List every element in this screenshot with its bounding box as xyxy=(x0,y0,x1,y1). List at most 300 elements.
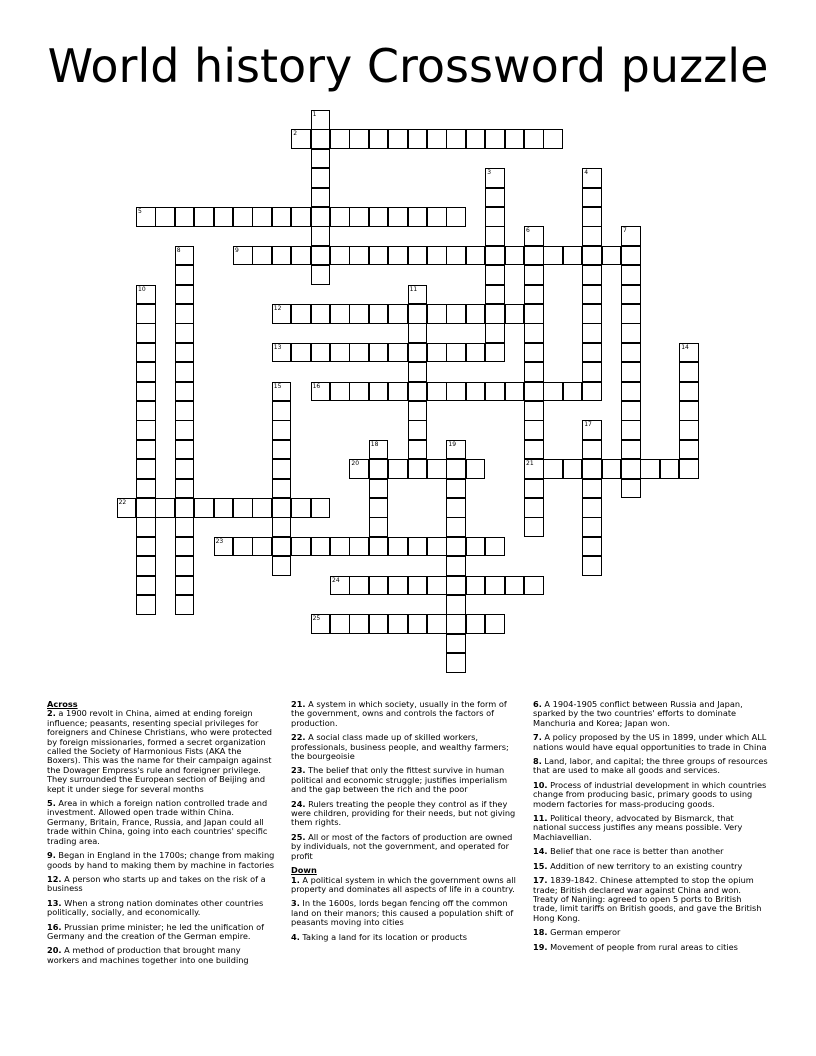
grid-cell[interactable] xyxy=(349,459,369,479)
grid-cell[interactable] xyxy=(388,382,408,402)
grid-cell[interactable] xyxy=(485,207,505,227)
grid-cell[interactable] xyxy=(369,440,389,460)
grid-cell[interactable] xyxy=(524,304,544,324)
grid-cell[interactable] xyxy=(175,246,195,266)
grid-cell[interactable] xyxy=(330,576,350,596)
grid-cell[interactable] xyxy=(252,207,272,227)
grid-cell[interactable] xyxy=(408,362,428,382)
grid-cell[interactable] xyxy=(330,246,350,266)
grid-cell[interactable] xyxy=(175,595,195,615)
grid-cell[interactable] xyxy=(408,401,428,421)
clue-text: A political system in which the government owns all property and dominates all aspects of life in a country. xyxy=(291,874,516,894)
grid-cell[interactable] xyxy=(291,343,311,363)
grid-cell[interactable] xyxy=(582,479,602,499)
grid-cell[interactable] xyxy=(349,129,369,149)
grid-cell[interactable] xyxy=(582,285,602,305)
grid-cell[interactable] xyxy=(136,459,156,479)
grid-cell[interactable] xyxy=(369,304,389,324)
clue-number-label: 24. xyxy=(291,798,306,809)
grid-cell[interactable] xyxy=(369,498,389,518)
grid-cell[interactable] xyxy=(272,498,292,518)
grid-cell[interactable] xyxy=(349,537,369,557)
grid-cell[interactable] xyxy=(311,149,331,169)
grid-cell[interactable] xyxy=(272,459,292,479)
grid-cell[interactable] xyxy=(136,343,156,363)
grid-cell[interactable] xyxy=(466,343,486,363)
grid-cell[interactable] xyxy=(349,576,369,596)
grid-cell[interactable] xyxy=(311,207,331,227)
grid-cell[interactable] xyxy=(330,129,350,149)
grid-cell[interactable] xyxy=(369,517,389,537)
grid-cell[interactable] xyxy=(175,479,195,499)
grid-cell[interactable] xyxy=(136,207,156,227)
grid-cell[interactable] xyxy=(388,537,408,557)
grid-cell[interactable] xyxy=(214,207,234,227)
grid-cell[interactable] xyxy=(582,537,602,557)
grid-cell[interactable] xyxy=(330,207,350,227)
grid-cell[interactable] xyxy=(679,343,699,363)
grid-cell[interactable] xyxy=(485,285,505,305)
grid-cell[interactable] xyxy=(621,343,641,363)
grid-cell[interactable] xyxy=(369,129,389,149)
grid-cell[interactable] xyxy=(136,323,156,343)
grid-cell[interactable] xyxy=(427,343,447,363)
grid-cell[interactable] xyxy=(388,129,408,149)
grid-cell[interactable] xyxy=(427,207,447,227)
grid-cell[interactable] xyxy=(582,246,602,266)
grid-cell[interactable] xyxy=(602,459,622,479)
grid-cell[interactable] xyxy=(582,304,602,324)
grid-cell[interactable] xyxy=(446,537,466,557)
clue-number: 7 xyxy=(623,227,627,235)
clue-column-3 xyxy=(533,700,768,957)
grid-cell[interactable] xyxy=(408,459,428,479)
grid-cell[interactable] xyxy=(369,459,389,479)
grid-cell[interactable] xyxy=(524,323,544,343)
grid-cell[interactable] xyxy=(369,537,389,557)
grid-cell[interactable] xyxy=(349,304,369,324)
grid-cell[interactable] xyxy=(679,440,699,460)
grid-cell[interactable] xyxy=(136,362,156,382)
clue-number: 6 xyxy=(526,227,530,235)
grid-cell[interactable] xyxy=(272,517,292,537)
grid-cell[interactable] xyxy=(408,343,428,363)
grid-cell[interactable] xyxy=(291,537,311,557)
grid-cell[interactable] xyxy=(272,479,292,499)
grid-cell[interactable] xyxy=(330,614,350,634)
grid-cell[interactable] xyxy=(466,304,486,324)
grid-cell[interactable] xyxy=(311,226,331,246)
grid-cell[interactable] xyxy=(524,129,544,149)
grid-cell[interactable] xyxy=(446,614,466,634)
grid-cell[interactable] xyxy=(349,382,369,402)
grid-cell[interactable] xyxy=(175,459,195,479)
grid-cell[interactable] xyxy=(272,556,292,576)
grid-cell[interactable] xyxy=(291,498,311,518)
grid-cell[interactable] xyxy=(485,537,505,557)
grid-cell[interactable] xyxy=(136,440,156,460)
grid-cell[interactable] xyxy=(582,517,602,537)
grid-cell[interactable] xyxy=(466,382,486,402)
grid-cell[interactable] xyxy=(175,382,195,402)
grid-cell[interactable] xyxy=(621,382,641,402)
grid-cell[interactable] xyxy=(582,343,602,363)
grid-cell[interactable] xyxy=(311,614,331,634)
grid-cell[interactable] xyxy=(485,614,505,634)
grid-cell[interactable] xyxy=(175,362,195,382)
grid-cell[interactable] xyxy=(485,226,505,246)
grid-cell[interactable] xyxy=(136,595,156,615)
grid-cell[interactable] xyxy=(349,614,369,634)
grid-cell[interactable] xyxy=(563,246,583,266)
clue-number: 25 xyxy=(312,615,321,623)
grid-cell[interactable] xyxy=(446,382,466,402)
grid-cell[interactable] xyxy=(446,207,466,227)
grid-cell[interactable] xyxy=(311,382,331,402)
grid-cell[interactable] xyxy=(175,556,195,576)
grid-cell[interactable] xyxy=(272,246,292,266)
grid-cell[interactable] xyxy=(252,246,272,266)
grid-cell[interactable] xyxy=(582,188,602,208)
grid-cell[interactable] xyxy=(485,382,505,402)
grid-cell[interactable] xyxy=(136,382,156,402)
grid-cell[interactable] xyxy=(408,304,428,324)
grid-cell[interactable] xyxy=(388,614,408,634)
grid-cell[interactable] xyxy=(621,479,641,499)
grid-cell[interactable] xyxy=(408,614,428,634)
grid-cell[interactable] xyxy=(466,246,486,266)
grid-cell[interactable] xyxy=(291,129,311,149)
grid-cell[interactable] xyxy=(543,246,563,266)
clue-number: 5 xyxy=(138,208,142,215)
grid-cell[interactable] xyxy=(543,129,563,149)
grid-cell[interactable] xyxy=(524,576,544,596)
grid-cell[interactable] xyxy=(485,168,505,188)
grid-cell[interactable] xyxy=(621,420,641,440)
grid-cell[interactable] xyxy=(582,440,602,460)
grid-cell[interactable] xyxy=(136,537,156,557)
grid-cell[interactable] xyxy=(466,129,486,149)
grid-cell[interactable] xyxy=(466,537,486,557)
grid-cell[interactable] xyxy=(408,420,428,440)
grid-cell[interactable] xyxy=(466,576,486,596)
grid-cell[interactable] xyxy=(427,614,447,634)
grid-cell[interactable] xyxy=(369,343,389,363)
clue-15 xyxy=(533,862,768,871)
clue-text: Political theory, advocated by Bismarck, that national success justifies any means possible. Very Machiavellian. xyxy=(533,813,743,842)
grid-cell[interactable] xyxy=(388,343,408,363)
grid-cell[interactable] xyxy=(582,459,602,479)
grid-cell[interactable] xyxy=(679,459,699,479)
grid-cell[interactable] xyxy=(175,401,195,421)
grid-cell[interactable] xyxy=(446,304,466,324)
grid-cell[interactable] xyxy=(602,246,622,266)
clue-text: A method of production that brought many workers and machines together into one building xyxy=(47,945,249,965)
grid-cell[interactable] xyxy=(524,401,544,421)
grid-cell[interactable] xyxy=(369,479,389,499)
grid-cell[interactable] xyxy=(369,246,389,266)
grid-cell[interactable] xyxy=(272,382,292,402)
grid-cell[interactable] xyxy=(466,459,486,479)
grid-cell[interactable] xyxy=(679,401,699,421)
grid-cell[interactable] xyxy=(408,246,428,266)
grid-cell[interactable] xyxy=(446,343,466,363)
grid-cell[interactable] xyxy=(136,401,156,421)
grid-cell[interactable] xyxy=(175,517,195,537)
grid-cell[interactable] xyxy=(427,382,447,402)
grid-cell[interactable] xyxy=(136,576,156,596)
grid-cell[interactable] xyxy=(408,129,428,149)
grid-cell[interactable] xyxy=(505,246,525,266)
grid-cell[interactable] xyxy=(408,440,428,460)
grid-cell[interactable] xyxy=(543,459,563,479)
grid-cell[interactable] xyxy=(446,556,466,576)
grid-cell[interactable] xyxy=(543,382,563,402)
grid-cell[interactable] xyxy=(272,420,292,440)
grid-cell[interactable] xyxy=(311,498,331,518)
grid-cell[interactable] xyxy=(621,246,641,266)
clue-text: Belief that one race is better than another xyxy=(547,846,724,857)
grid-cell[interactable] xyxy=(505,304,525,324)
clue-16 xyxy=(47,923,275,942)
grid-cell[interactable] xyxy=(505,129,525,149)
grid-cell[interactable] xyxy=(330,343,350,363)
grid-cell[interactable] xyxy=(582,382,602,402)
grid-cell[interactable] xyxy=(408,323,428,343)
grid-cell[interactable] xyxy=(524,246,544,266)
grid-cell[interactable] xyxy=(485,576,505,596)
clue-14 xyxy=(533,847,768,856)
grid-cell[interactable] xyxy=(446,634,466,654)
grid-cell[interactable] xyxy=(233,207,253,227)
grid-cell[interactable] xyxy=(446,440,466,460)
grid-cell[interactable] xyxy=(621,440,641,460)
grid-cell[interactable] xyxy=(524,362,544,382)
grid-cell[interactable] xyxy=(485,129,505,149)
grid-cell[interactable] xyxy=(175,285,195,305)
grid-cell[interactable] xyxy=(446,459,466,479)
grid-cell[interactable] xyxy=(311,129,331,149)
grid-cell[interactable] xyxy=(446,129,466,149)
grid-cell[interactable] xyxy=(136,498,156,518)
grid-cell[interactable] xyxy=(485,265,505,285)
grid-cell[interactable] xyxy=(369,614,389,634)
grid-cell[interactable] xyxy=(311,110,331,130)
grid-cell[interactable] xyxy=(388,459,408,479)
grid-cell[interactable] xyxy=(485,323,505,343)
grid-cell[interactable] xyxy=(408,537,428,557)
grid-cell[interactable] xyxy=(582,168,602,188)
grid-cell[interactable] xyxy=(155,498,175,518)
grid-cell[interactable] xyxy=(524,498,544,518)
grid-cell[interactable] xyxy=(136,517,156,537)
grid-cell[interactable] xyxy=(388,207,408,227)
grid-cell[interactable] xyxy=(175,498,195,518)
grid-cell[interactable] xyxy=(194,207,214,227)
grid-cell[interactable] xyxy=(272,304,292,324)
grid-cell[interactable] xyxy=(485,188,505,208)
grid-cell[interactable] xyxy=(524,459,544,479)
grid-cell[interactable] xyxy=(330,537,350,557)
grid-cell[interactable] xyxy=(563,382,583,402)
grid-cell[interactable] xyxy=(136,479,156,499)
grid-cell[interactable] xyxy=(311,246,331,266)
grid-cell[interactable] xyxy=(427,129,447,149)
grid-cell[interactable] xyxy=(466,614,486,634)
grid-cell[interactable] xyxy=(369,576,389,596)
grid-cell[interactable] xyxy=(388,246,408,266)
grid-cell[interactable] xyxy=(446,576,466,596)
grid-cell[interactable] xyxy=(136,420,156,440)
grid-cell[interactable] xyxy=(136,285,156,305)
grid-cell[interactable] xyxy=(349,246,369,266)
grid-cell[interactable] xyxy=(427,576,447,596)
grid-cell[interactable] xyxy=(175,323,195,343)
grid-cell[interactable] xyxy=(621,401,641,421)
grid-cell[interactable] xyxy=(621,459,641,479)
grid-cell[interactable] xyxy=(252,498,272,518)
clue-number: 13 xyxy=(273,343,282,351)
grid-cell[interactable] xyxy=(408,207,428,227)
grid-cell[interactable] xyxy=(621,304,641,324)
grid-cell[interactable] xyxy=(582,362,602,382)
grid-cell[interactable] xyxy=(660,459,680,479)
grid-cell[interactable] xyxy=(679,382,699,402)
grid-cell[interactable] xyxy=(408,382,428,402)
clue-number-label: 4. xyxy=(291,931,300,942)
grid-cell[interactable] xyxy=(621,323,641,343)
grid-cell[interactable] xyxy=(621,362,641,382)
clue-20 xyxy=(47,946,275,965)
grid-cell[interactable] xyxy=(233,246,253,266)
grid-cell[interactable] xyxy=(640,459,660,479)
grid-cell[interactable] xyxy=(214,498,234,518)
grid-cell[interactable] xyxy=(621,226,641,246)
grid-cell[interactable] xyxy=(175,265,195,285)
grid-cell[interactable] xyxy=(621,285,641,305)
grid-cell[interactable] xyxy=(175,304,195,324)
grid-cell[interactable] xyxy=(214,537,234,557)
grid-cell[interactable] xyxy=(446,246,466,266)
grid-cell[interactable] xyxy=(311,343,331,363)
grid-cell[interactable] xyxy=(349,343,369,363)
grid-cell[interactable] xyxy=(330,304,350,324)
clue-number-label: 11. xyxy=(533,813,548,824)
grid-cell[interactable] xyxy=(427,459,447,479)
grid-cell[interactable] xyxy=(369,382,389,402)
grid-cell[interactable] xyxy=(117,498,137,518)
grid-cell[interactable] xyxy=(679,362,699,382)
clue-number: 18 xyxy=(370,440,379,448)
grid-cell[interactable] xyxy=(272,537,292,557)
grid-cell[interactable] xyxy=(524,479,544,499)
grid-cell[interactable] xyxy=(563,459,583,479)
grid-cell[interactable] xyxy=(524,382,544,402)
clue-text: 1839-1842. Chinese attempted to stop the opium trade; British declared war against China and won. Treaty of Nanjing: agreed to open 5 ports to British trade, limit tariffs on British goods, and gave the British Hong Kong. xyxy=(533,875,762,923)
grid-cell[interactable] xyxy=(485,343,505,363)
clue-number-label: 1. xyxy=(291,874,300,885)
grid-cell[interactable] xyxy=(524,343,544,363)
grid-cell[interactable] xyxy=(524,517,544,537)
grid-cell[interactable] xyxy=(582,556,602,576)
grid-cell[interactable] xyxy=(524,265,544,285)
grid-cell[interactable] xyxy=(272,440,292,460)
grid-cell[interactable] xyxy=(175,440,195,460)
grid-cell[interactable] xyxy=(175,537,195,557)
grid-cell[interactable] xyxy=(582,207,602,227)
grid-cell[interactable] xyxy=(505,576,525,596)
grid-cell[interactable] xyxy=(175,576,195,596)
grid-cell[interactable] xyxy=(272,401,292,421)
grid-cell[interactable] xyxy=(446,595,466,615)
grid-cell[interactable] xyxy=(388,304,408,324)
grid-cell[interactable] xyxy=(175,207,195,227)
grid-cell[interactable] xyxy=(311,537,331,557)
grid-cell[interactable] xyxy=(233,498,253,518)
grid-cell[interactable] xyxy=(524,285,544,305)
grid-cell[interactable] xyxy=(485,304,505,324)
grid-cell[interactable] xyxy=(175,343,195,363)
grid-cell[interactable] xyxy=(349,207,369,227)
grid-cell[interactable] xyxy=(330,382,350,402)
grid-cell[interactable] xyxy=(311,168,331,188)
grid-cell[interactable] xyxy=(369,207,389,227)
grid-cell[interactable] xyxy=(446,653,466,673)
grid-cell[interactable] xyxy=(194,498,214,518)
grid-cell[interactable] xyxy=(408,285,428,305)
clue-number-label: 21. xyxy=(291,699,306,709)
grid-cell[interactable] xyxy=(233,537,253,557)
grid-cell[interactable] xyxy=(505,382,525,402)
grid-cell[interactable] xyxy=(311,188,331,208)
grid-cell[interactable] xyxy=(291,207,311,227)
grid-cell[interactable] xyxy=(446,479,466,499)
grid-cell[interactable] xyxy=(582,323,602,343)
grid-cell[interactable] xyxy=(388,576,408,596)
grid-cell[interactable] xyxy=(272,343,292,363)
grid-cell[interactable] xyxy=(311,265,331,285)
grid-cell[interactable] xyxy=(621,265,641,285)
grid-cell[interactable] xyxy=(155,207,175,227)
grid-cell[interactable] xyxy=(427,246,447,266)
grid-cell[interactable] xyxy=(136,304,156,324)
grid-cell[interactable] xyxy=(679,420,699,440)
grid-cell[interactable] xyxy=(408,576,428,596)
grid-cell[interactable] xyxy=(446,498,466,518)
grid-cell[interactable] xyxy=(311,304,331,324)
clue-number-label: 16. xyxy=(47,921,62,932)
grid-cell[interactable] xyxy=(427,304,447,324)
grid-cell[interactable] xyxy=(252,537,272,557)
clue-number-label: 7. xyxy=(533,732,542,743)
grid-cell[interactable] xyxy=(485,246,505,266)
grid-cell[interactable] xyxy=(582,420,602,440)
grid-cell[interactable] xyxy=(291,246,311,266)
grid-cell[interactable] xyxy=(272,207,292,227)
grid-cell[interactable] xyxy=(582,265,602,285)
clue-12 xyxy=(47,875,275,894)
grid-cell[interactable] xyxy=(524,226,544,246)
grid-cell[interactable] xyxy=(446,517,466,537)
grid-cell[interactable] xyxy=(136,556,156,576)
grid-cell[interactable] xyxy=(582,226,602,246)
grid-cell[interactable] xyxy=(427,537,447,557)
grid-cell[interactable] xyxy=(175,420,195,440)
grid-cell[interactable] xyxy=(524,440,544,460)
grid-cell[interactable] xyxy=(524,420,544,440)
grid-cell[interactable] xyxy=(291,304,311,324)
grid-cell[interactable] xyxy=(582,498,602,518)
